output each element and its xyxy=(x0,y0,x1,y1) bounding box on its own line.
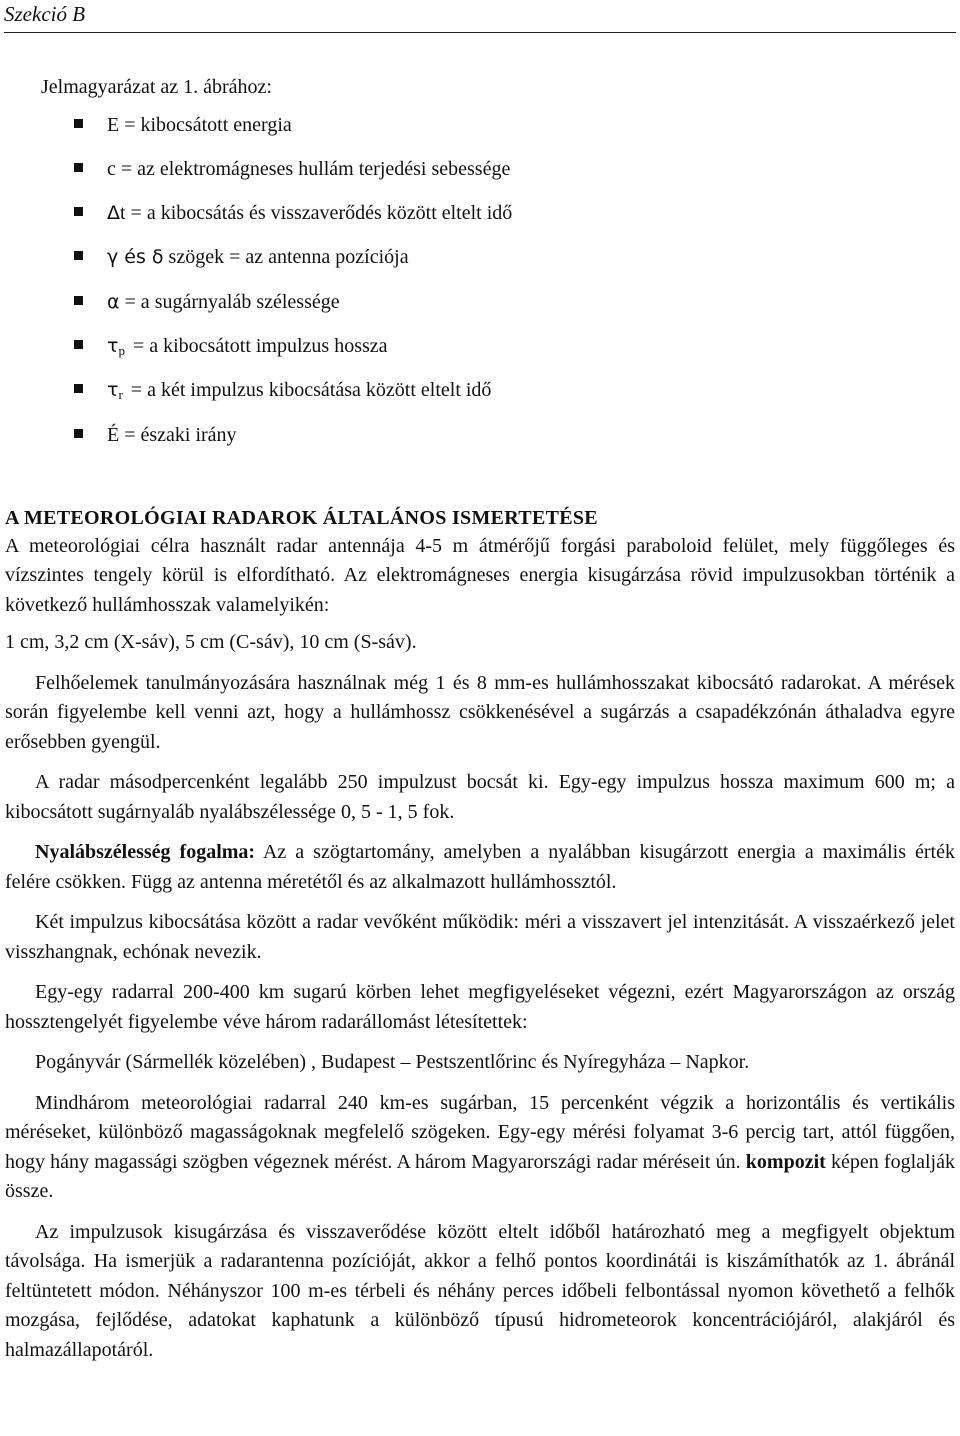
section-heading: A METEOROLÓGIAI RADAROK ÁLTALÁNOS ISMERTETÉSE xyxy=(5,506,598,529)
paragraph: A radar másodpercenként legalább 250 impulzust bocsát ki. Egy-egy impulzus hossza maximum 600 m; a kibocsátott sugárnyaláb nyalábszélessége 0, 5 - 1, 5 fok. xyxy=(5,771,955,823)
legend-symbol: τ xyxy=(107,379,119,402)
legend-item xyxy=(5,235,955,279)
document-body xyxy=(5,73,955,1365)
definition-text: Az a szögtartomány, amelyben a nyalábban kisugárzott energia a maximális érték felére csökken. Függ az antenna méretétől és az alkalmazott hullámhossztól. xyxy=(5,841,955,893)
legend-item-text: szögek = az antenna pozíciója xyxy=(163,246,409,269)
legend-symbol: Δ xyxy=(107,202,120,225)
bullet-icon xyxy=(74,163,83,172)
legend-item xyxy=(5,191,955,235)
paragraph: A meteorológiai célra használt radar antennája 4-5 m átmérőjű forgási paraboloid felület, mely függőleges és vízszintes tengely körül is elfordítható. Az elektromágneses energia kisugárzása rövid impulzusokban történik a következő hullámhosszak valamelyikén: xyxy=(5,534,955,616)
paragraph: Felhőelemek tanulmányozására használnak még 1 és 8 mm-es hullámhosszakat kibocsátó radarokat. A mérések során figyelembe kell venni azt, hogy a hullámhossz csökkenésével a sugárzás a csapadékzónán áthaladva egyre erősebben gyengül. xyxy=(5,671,955,753)
legend-item xyxy=(5,147,955,191)
bullet-icon xyxy=(74,340,83,349)
legend-item-text: = a kibocsátott impulzus hossza xyxy=(132,334,388,357)
paragraph: 1 cm, 3,2 cm (X-sáv), 5 cm (C-sáv), 10 cm (S-sáv). xyxy=(5,631,417,654)
paragraph-text: Mindhárom meteorológiai radarral 240 km-es sugárban, 15 percenként végzik a horizontális és vertikális méréseket, különböző magasságoknak megfelelő szögeken. Egy-egy mérési folyamat 3-6 percig tart, attól függően, hogy hány magassági szögben végeznek mérést. A három Magyarországi radar méréseit ún. xyxy=(5,1091,955,1173)
bullet-icon xyxy=(74,251,83,260)
bullet-icon xyxy=(74,429,83,438)
legend-symbol: γ és δ xyxy=(107,246,164,269)
bullet-icon xyxy=(74,384,83,393)
bullet-icon xyxy=(74,207,83,216)
legend-list xyxy=(5,103,955,457)
legend-intro: Jelmagyarázat az 1. ábrához: xyxy=(41,76,272,98)
legend-item-text: c = az elektromágneses hullám terjedési sebessége xyxy=(107,157,511,180)
paragraph xyxy=(5,838,955,897)
bullet-icon xyxy=(74,296,83,305)
legend-item-text: É = északi irány xyxy=(107,423,237,446)
paragraph: Két impulzus kibocsátása között a radar vevőként működik: méri a visszavert jel intenzitását. A visszaérkező jelet visszhangnak, echónak nevezik. xyxy=(5,911,955,963)
legend-item xyxy=(5,324,955,368)
legend-item xyxy=(5,413,955,457)
legend-item-text: = a két impulzus kibocsátása között eltelt idő xyxy=(130,379,492,402)
legend-item xyxy=(5,280,955,324)
legend-subscript: r xyxy=(118,387,123,403)
legend-symbol: α xyxy=(107,290,120,313)
paragraph-text: képen foglalják össze. xyxy=(5,1150,955,1203)
legend-item xyxy=(5,368,955,412)
paragraph xyxy=(5,1089,955,1207)
legend-item xyxy=(5,103,955,147)
paragraph: Az impulzusok kisugárzása és visszaverődése között eltelt időből határozható meg a megfigyelt objektum távolsága. Ha ismerjük a radarantenna pozícióját, akkor a felhő pontos koordinátái is kiszámíthatók az 1. ábránál feltüntetett módon. Néhányszor 100 m-es térbeli és néhány perces időbeli felbontással nyomon követhető a felhők mozgása, fejlődése, adatokat kaphatunk a különböző típusú hidrometeorok koncentrációjáról, alakjáról és halmazállapotáról. xyxy=(5,1220,955,1361)
term-bold: Nyalábszélesség fogalma: xyxy=(35,841,256,864)
legend-item-text: = a sugárnyaláb szélessége xyxy=(119,290,340,313)
page-header xyxy=(4,0,956,33)
bullet-icon xyxy=(74,119,83,128)
term-bold: kompozit xyxy=(745,1150,826,1173)
legend-item-text: t = a kibocsátás és visszaverődés között eltelt idő xyxy=(120,202,513,225)
legend-subscript: p xyxy=(118,342,125,358)
paragraph: Egy-egy radarral 200-400 km sugarú körben lehet megfigyeléseket végezni, ezért Magyarországon az ország hossztengelyét figyelembe véve három radarállomást létesítettek: xyxy=(5,981,955,1033)
legend-item-text: E = kibocsátott energia xyxy=(107,113,292,136)
section-title: Szekció B xyxy=(4,2,86,26)
legend-symbol: τ xyxy=(107,334,119,357)
paragraph: Pogányvár (Sármellék közelében) , Budapest – Pestszentlőrinc és Nyíregyháza – Napkor. xyxy=(35,1051,750,1074)
